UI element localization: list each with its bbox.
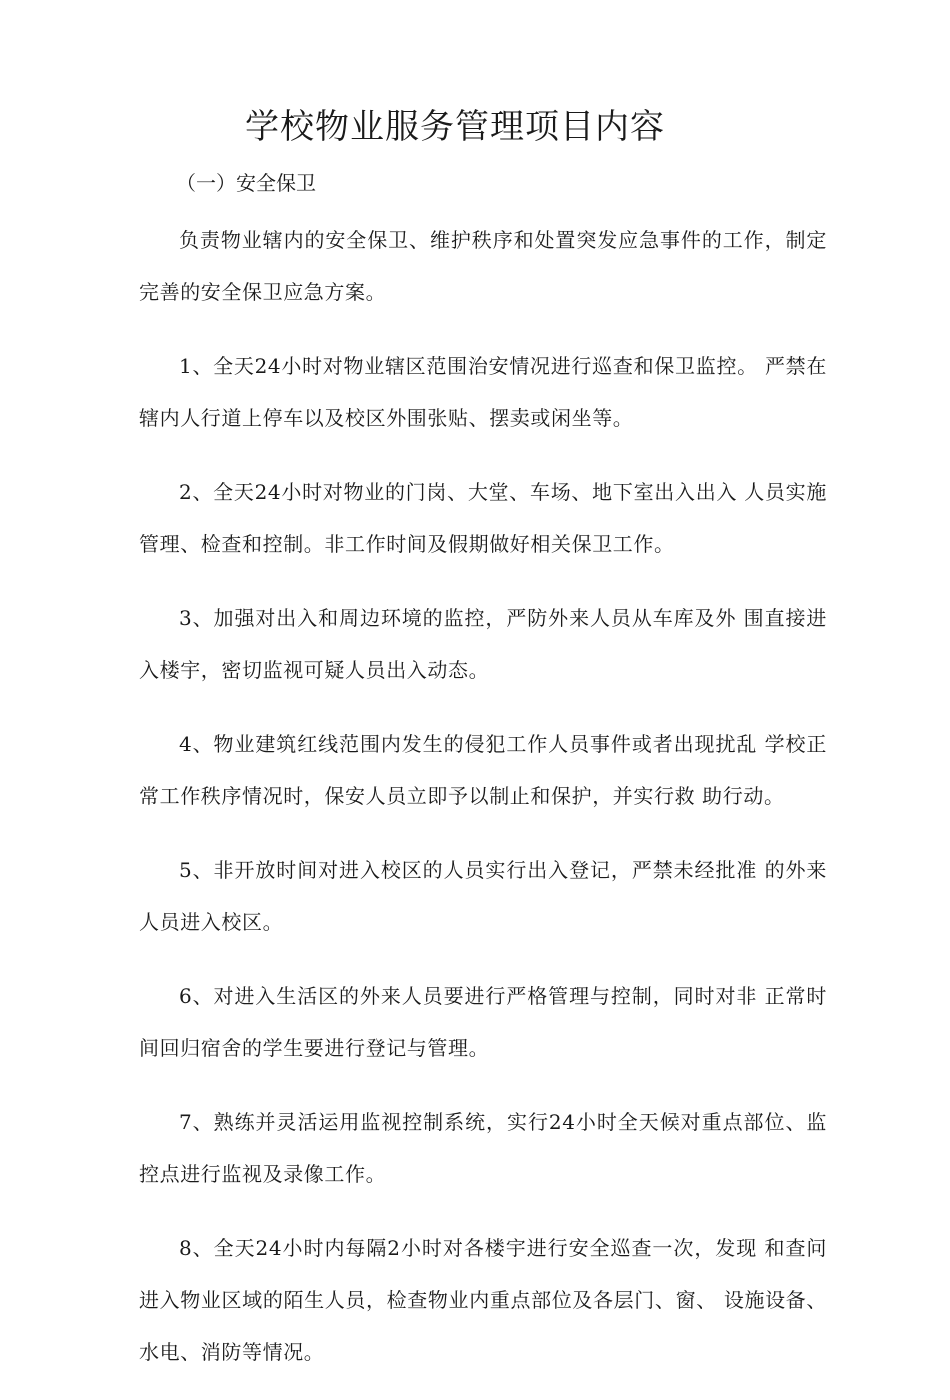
paragraph-item-3: 3、加强对出入和周边环境的监控，严防外来人员从车库及外 围直接进入楼宇，密切监视可疑人员出入动态。 — [139, 606, 828, 682]
paragraph-item-4: 4、物业建筑红线范围内发生的侵犯工作人员事件或者出现扰乱 学校正常工作秩序情况时，保安人员立即予以制止和保护，并实行救 助行动。 — [139, 732, 827, 808]
document-title: 学校物业服务管理项目内容 — [245, 107, 665, 147]
paragraph-item-6: 6、对进入生活区的外来人员要进行严格管理与控制，同时对非 正常时间回归宿舍的学生要进行登记与管理。 — [139, 984, 827, 1060]
section-heading: （一）安全保卫 — [176, 171, 316, 195]
paragraph-item-5: 5、非开放时间对进入校区的人员实行出入登记，严禁未经批准 的外来人员进入校区。 — [139, 858, 827, 934]
paragraph-intro: 负责物业辖内的安全保卫、维护秩序和处置突发应急事件的工作，制定完善的安全保卫应急方案。 — [139, 228, 827, 304]
paragraph-item-7: 7、熟练并灵活运用监视控制系统，实行24小时全天候对重点部位、监控点进行监视及录像工作。 — [139, 1110, 827, 1186]
paragraph-item-2: 2、全天24小时对物业的门岗、大堂、车场、地下室出入出入 人员实施管理、检查和控制。非工作时间及假期做好相关保卫工作。 — [139, 480, 827, 556]
document-body — [139, 214, 827, 1400]
paragraph-item-1: 1、全天24小时对物业辖区范围治安情况进行巡查和保卫监控。 严禁在辖内人行道上停车以及校区外围张贴、摆卖或闲坐等。 — [139, 354, 827, 430]
paragraph-item-8: 8、全天24小时内每隔2小时对各楼宇进行安全巡查一次，发现 和查问进入物业区域的陌生人员，检查物业内重点部位及各层门、窗、 设施设备、水电、消防等情况。 — [139, 1236, 827, 1364]
